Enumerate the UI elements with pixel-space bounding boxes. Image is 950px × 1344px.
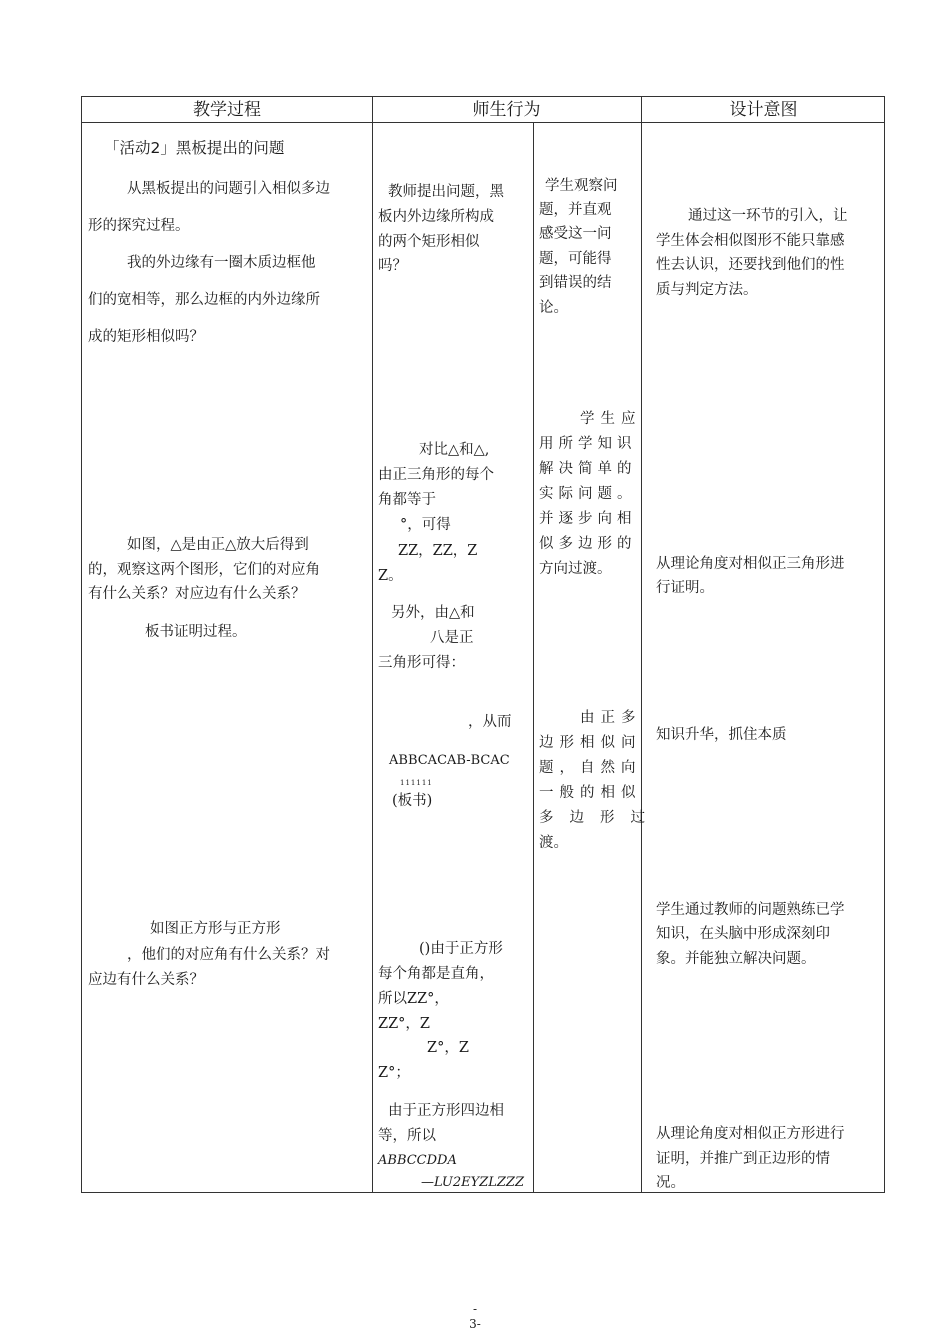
column-divider xyxy=(533,123,534,1192)
process-text: 们的宽相等，那么边框的内外边缘所 xyxy=(88,292,320,308)
intent-text: 证明，并推广到正边形的情 xyxy=(656,1151,830,1167)
student-text: 感受这一问 xyxy=(539,226,612,242)
page-number-dash: - xyxy=(472,1302,478,1316)
student-text: 用所学知识 xyxy=(539,436,637,452)
student-text: 实际问题。 xyxy=(539,486,637,502)
page-number: 3- xyxy=(469,1317,481,1331)
process-text: 形的探究过程。 xyxy=(88,218,190,234)
student-text: 一般的相似 xyxy=(539,785,642,801)
intent-text: 质与判定方法。 xyxy=(656,282,758,298)
process-text: 如图正方形与正方形 xyxy=(150,921,281,937)
student-text: 学生应 xyxy=(580,411,642,427)
student-text: 并逐步向相 xyxy=(539,511,637,527)
student-text: 多边形过 xyxy=(539,810,661,826)
activity-title: 「活动2」黑板提出的问题 xyxy=(104,139,285,157)
process-text: 的，观察这两个图形，它们的对应角 xyxy=(88,562,320,578)
teacher-text: 所以ZZ°， xyxy=(378,991,449,1007)
teacher-formula-subscript: 111111 xyxy=(400,779,433,787)
student-text: 边形相似问 xyxy=(539,735,642,751)
teacher-text: 由于正方形四边相 xyxy=(388,1103,504,1119)
student-text: 学生观察问 xyxy=(545,178,618,194)
intent-text: 学生通过教师的问题熟练已学 xyxy=(656,902,845,918)
teacher-text: 教师提出问题，黑 xyxy=(388,184,504,200)
process-text: 从黑板提出的问题引入相似多边 xyxy=(127,181,330,197)
student-text: 题，可能得 xyxy=(539,251,612,267)
teacher-text: Z°； xyxy=(378,1065,410,1081)
column-divider xyxy=(641,97,642,1192)
process-text: 成的矩形相似吗？ xyxy=(88,329,204,345)
teacher-formula: ABBCCDDA xyxy=(378,1153,457,1168)
header-intent: 设计意图 xyxy=(729,100,798,120)
teacher-text: (板书) xyxy=(392,793,433,809)
process-text: 应边有什么关系？ xyxy=(88,972,204,988)
intent-text: 行证明。 xyxy=(656,580,714,596)
teacher-text: 另外，由△和 xyxy=(391,605,475,621)
teacher-formula: ABBCACAB-BCAC xyxy=(389,753,510,768)
teacher-text: 每个角都是直角， xyxy=(378,966,494,982)
teacher-text: ()由于正方形 xyxy=(419,941,503,957)
teacher-text: 吗？ xyxy=(378,258,407,274)
teacher-text: Z°，Z xyxy=(427,1040,469,1056)
student-text: 渡。 xyxy=(539,835,568,851)
process-text: 板书证明过程。 xyxy=(145,624,247,640)
intent-text: 况。 xyxy=(656,1175,685,1191)
process-text: 如图，△是由正△放大后得到 xyxy=(127,537,309,553)
student-text: 论。 xyxy=(539,300,568,316)
teacher-text: 对比△和△, xyxy=(419,442,490,458)
teacher-text: Z。 xyxy=(378,568,403,584)
student-text: 到错误的结 xyxy=(539,275,612,291)
intent-text: 学生体会相似图形不能只靠感 xyxy=(656,233,845,249)
student-text: 题，并直观 xyxy=(539,202,612,218)
intent-text: 象。并能独立解决问题。 xyxy=(656,951,816,967)
teacher-text: 三角形可得： xyxy=(378,655,465,671)
process-text: 我的外边缘有一圈木质边框他 xyxy=(127,255,316,271)
student-text: 题，自然向 xyxy=(539,760,642,776)
intent-text: 性去认识，还要找到他们的性 xyxy=(656,257,845,273)
column-divider xyxy=(372,97,373,1192)
intent-text: 从理论角度对相似正三角形进 xyxy=(656,556,845,572)
student-text: 似多边形的 xyxy=(539,536,637,552)
process-text: ，他们的对应角有什么关系？对 xyxy=(127,947,330,963)
student-text: 方向过渡。 xyxy=(539,561,612,577)
intent-text: 知识升华，抓住本质 xyxy=(656,727,787,743)
intent-text: 通过这一环节的引入，让 xyxy=(688,208,848,224)
teacher-text: 的两个矩形相似 xyxy=(378,234,480,250)
teacher-text: 由正三角形的每个 xyxy=(378,467,494,483)
teacher-formula: —LU2EYZLZZZ xyxy=(421,1175,524,1190)
teacher-text: °，可得 xyxy=(400,517,451,533)
teacher-text: ，从而 xyxy=(468,714,512,730)
teacher-text: 八是正 xyxy=(430,630,474,646)
teacher-text: ZZ，ZZ，Z xyxy=(398,543,478,559)
student-text: 由正多 xyxy=(580,710,642,726)
teacher-text: 角都等于 xyxy=(378,492,436,508)
process-text: 有什么关系？对应边有什么关系？ xyxy=(88,586,306,602)
header-process: 教学过程 xyxy=(193,100,261,120)
intent-text: 知识，在头脑中形成深刻印 xyxy=(656,926,830,942)
header-behavior: 师生行为 xyxy=(472,100,541,120)
teacher-text: 等，所以 xyxy=(378,1128,436,1144)
teacher-text: ZZ°，Z xyxy=(378,1016,430,1032)
teacher-text: 板内外边缘所构成 xyxy=(378,209,494,225)
intent-text: 从理论角度对相似正方形进行 xyxy=(656,1126,845,1142)
student-text: 解决简单的 xyxy=(539,461,637,477)
